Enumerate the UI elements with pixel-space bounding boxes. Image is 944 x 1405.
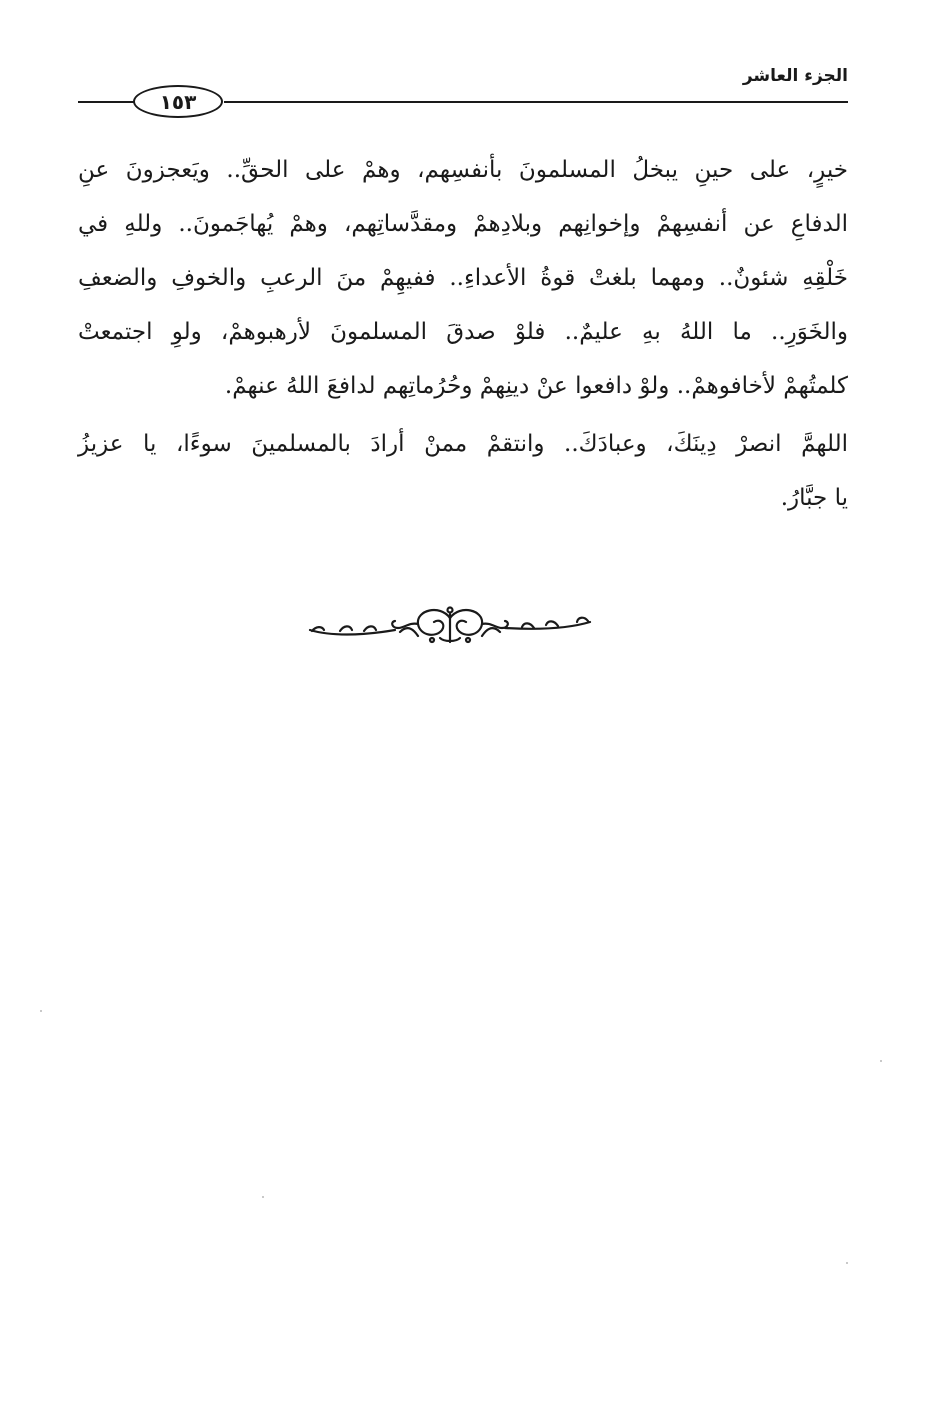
decorative-divider-icon xyxy=(300,600,600,650)
running-header-title: الجزء العاشر xyxy=(742,66,848,86)
paragraph-1 xyxy=(78,143,848,413)
scan-speck xyxy=(846,1262,848,1264)
text-line: خَلْقِهِ شئونٌ.. ومهما بلغتْ قوةُ الأعداءِ.. ففيهِمْ منَ الرعبِ والخوفِ والضعفِ xyxy=(78,265,848,291)
scan-speck xyxy=(880,1060,882,1062)
text-line: الدفاعِ عن أنفسِهمْ وإخوانِهم وبلادِهمْ ومقدَّساتِهم، وهمْ يُهاجَمونَ.. وللهِ في xyxy=(78,211,848,237)
text-line: يا جبَّارُ. xyxy=(780,485,848,511)
text-line: والخَوَرِ.. ما اللهُ بهِ عليمٌ.. فلوْ صدقَ المسلمونَ لأرهبوهمْ، ولوِ اجتمعتْ xyxy=(78,319,848,345)
text-line: خيرٍ، على حينِ يبخلُ المسلمونَ بأنفسِهم، وهمْ على الحقِّ.. ويَعجزونَ عنِ xyxy=(78,157,848,183)
scan-speck xyxy=(40,1010,42,1012)
text-line: اللهمَّ انصرْ دِينَكَ، وعبادَكَ.. وانتقمْ ممنْ أرادَ بالمسلمينَ سوءًا، يا عزيزُ xyxy=(78,431,848,457)
header-rule-right xyxy=(224,101,848,103)
scan-speck xyxy=(262,1196,264,1198)
paragraph-2 xyxy=(78,417,848,525)
header-rule-left xyxy=(78,101,136,103)
page-number-badge: ١٥٣ xyxy=(133,85,223,118)
body-text xyxy=(78,143,848,525)
text-line: كلمتُهمْ لأخافوهمْ.. ولوْ دافعوا عنْ دينِهمْ وحُرُماتِهم لدافعَ اللهُ عنهمْ. xyxy=(224,373,848,399)
